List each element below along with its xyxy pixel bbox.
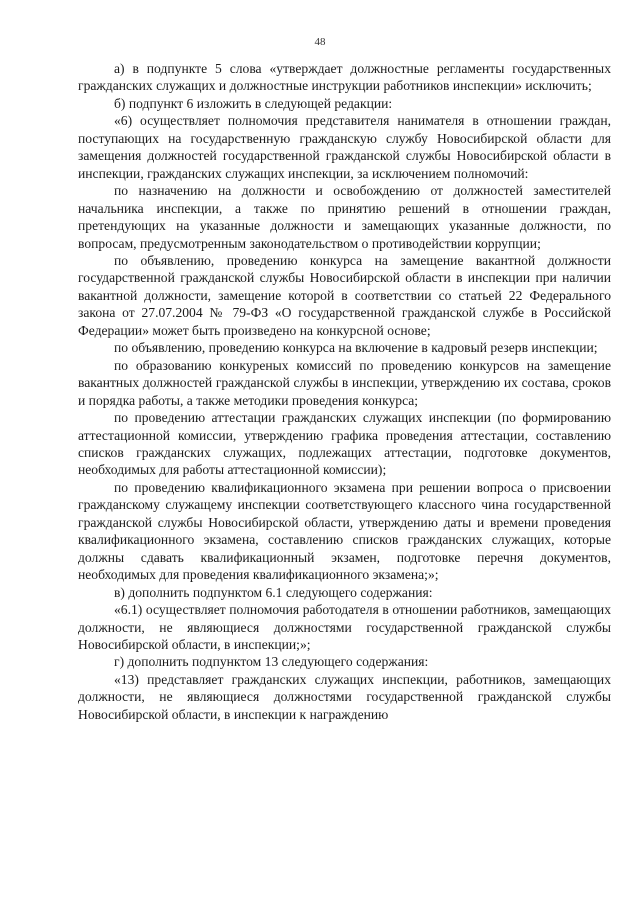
paragraph: по объявлению, проведению конкурса на включение в кадровый резерв инспекции;: [114, 340, 598, 356]
paragraph: «6) осуществляет полномочия представителя нанимателя в отношении граждан, поступающих на государственную гражданскую службу Новосибирской области для замещения должностей государственной гражданской службы Новосибирской области в инспекции, гражданских служащих инспекции, за исключением полномочий:: [78, 113, 611, 181]
page-number: 48: [314, 36, 326, 48]
paragraph: по назначению на должности и освобождению от должностей заместителей начальника инспекции, а также по принятию решений в отношении граждан, претендующих на указанные должности и замещающих указанные должности, по вопросам, предусмотренным законодательством о противодействии коррупции;: [78, 183, 611, 251]
paragraph: по проведению аттестации гражданских служащих инспекции (по формированию аттестационной комиссии, утверждению графика проведения аттестации, составлению списков гражданских служащих, подлежащих аттестации, подготовке документов, необходимых для работы аттестационной комиссии);: [78, 410, 611, 478]
document-body: [78, 60, 611, 723]
paragraph: в) дополнить подпунктом 6.1 следующего содержания:: [114, 584, 433, 600]
paragraph: «6.1) осуществляет полномочия работодателя в отношении работников, замещающих должности, не являющиеся должностями государственной гражданской службы Новосибирской области, в инспекции;»;: [78, 602, 611, 652]
paragraph: б) подпункт 6 изложить в следующей редакции:: [114, 95, 393, 111]
paragraph: по проведению квалификационного экзамена при решении вопроса о присвоении гражданскому служащему инспекции соответствующего классного чина государственной гражданской службы Новосибирской области, утверждению даты и времени проведения квалификационного экзамена, составлению списков гражданских служащих, которые должны сдавать квалификационный экзамен, подготовке перечня документов, необходимых для проведения квалификационного экзамена;»;: [78, 479, 611, 583]
paragraph: по объявлению, проведению конкурса на замещение вакантной должности государственной гражданской службы Новосибирской области в инспекции при наличии вакантной должности, замещение которой в соответствии со статьей 22 Федерального закона от 27.07.2004 № 79-ФЗ «О государственной гражданской службе в Российской Федерации» может быть произведено на конкурсной основе;: [78, 252, 611, 338]
paragraph: «13) представляет гражданских служащих инспекции, работников, замещающих должности, не являющиеся должностями государственной гражданской службы Новосибирской области, в инспекции к награждению: [78, 671, 611, 722]
paragraph: г) дополнить подпунктом 13 следующего содержания:: [114, 654, 429, 670]
paragraph: по образованию конкуреных комиссий по проведению конкурсов на замещение вакантных должностей гражданской службы в инспекции, утверждению их состава, сроков и порядка работы, а также методики проведения конкурса;: [78, 357, 611, 408]
paragraph: а) в подпункте 5 слова «утверждает должностные регламенты государственных гражданских служащих и должностные инструкции работников инспекции» исключить;: [78, 61, 611, 94]
